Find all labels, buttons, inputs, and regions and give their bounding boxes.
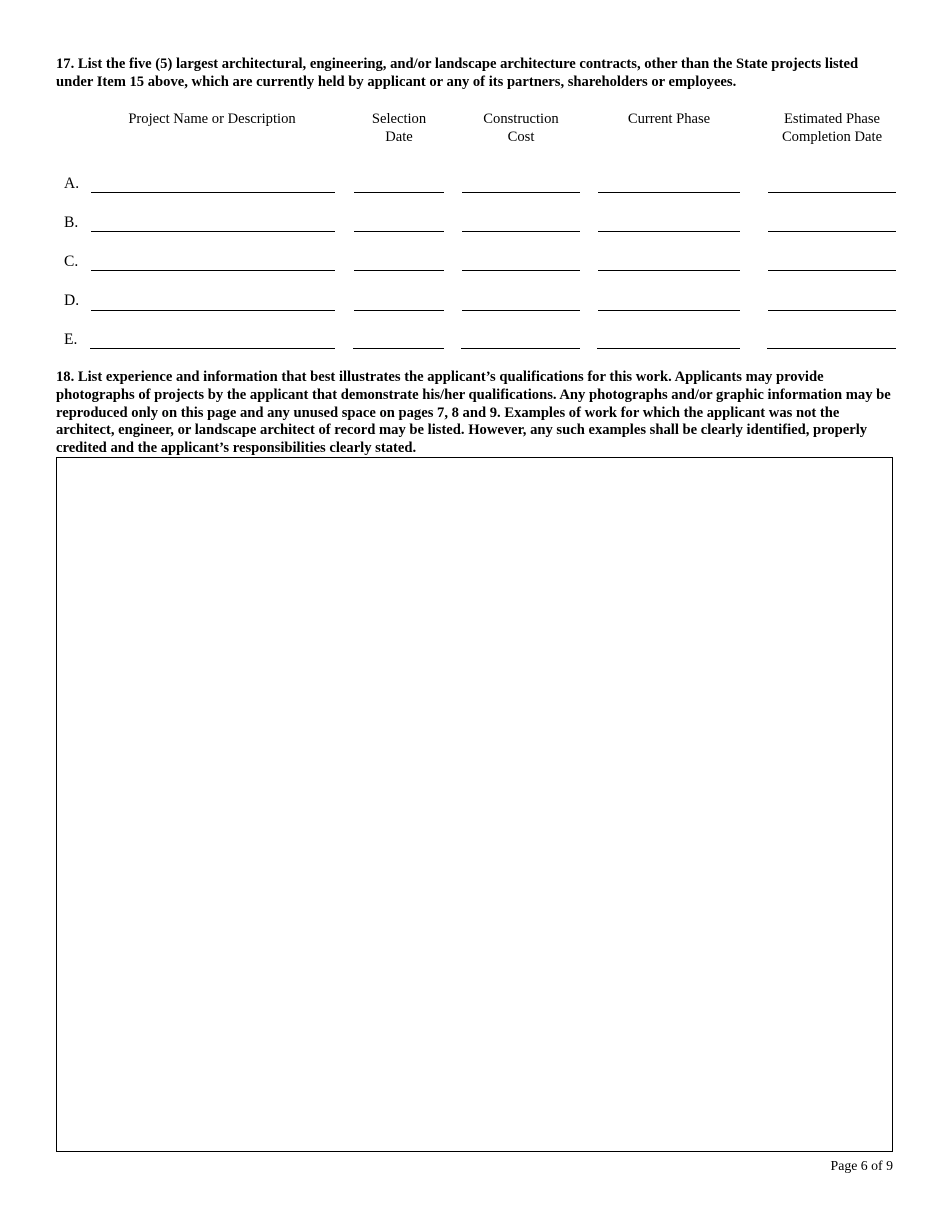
row-a-completion-date-field[interactable] <box>768 192 896 193</box>
row-d-selection-date-field[interactable] <box>354 310 444 311</box>
q17-heading: 17. List the five (5) largest architectural, engineering, and/or landscape architecture contracts, other than the State projects listed under Item 15 above, which are currently held by applicant or any of its partners, shareholders or employees. <box>56 56 859 90</box>
column-header-construction-cost <box>462 110 580 146</box>
row-c-current-phase-field[interactable] <box>598 270 740 271</box>
page-number: Page 6 of 9 <box>830 1158 893 1173</box>
row-b-selection-date-field[interactable] <box>354 231 444 232</box>
column-header-line: Date <box>385 129 413 145</box>
row-b-current-phase-field[interactable] <box>598 231 740 232</box>
row-e-selection-date-field[interactable] <box>353 348 444 349</box>
row-a-construction-cost-field[interactable] <box>462 192 580 193</box>
row-c-selection-date-field[interactable] <box>354 270 444 271</box>
column-header-line: Cost <box>507 129 535 145</box>
column-header-line: Estimated Phase <box>783 111 881 127</box>
row-label-c: C. <box>64 253 79 270</box>
row-c-project-name-field[interactable] <box>91 270 335 271</box>
row-label-b: B. <box>64 214 79 231</box>
column-header-line: Construction <box>483 111 559 127</box>
q18-heading: 18. List experience and information that best illustrates the applicant’s qualifications for this work. Applicants may provide photographs of projects by the applicant that demonstrate his/her qualifications. Any photographs and/or graphic information may be reproduced only on this page and any unused space on pages 7, 8 and 9. Examples of work for which the applicant was not the architect, engineer, or landscape architect of record may be listed. However, any such examples shall be clearly identified, properly credited and the applicant’s responsibilities clearly stated. <box>56 369 891 457</box>
column-header-line: Project Name or Description <box>128 111 296 127</box>
row-e-current-phase-field[interactable] <box>597 348 740 349</box>
row-b-completion-date-field[interactable] <box>768 231 896 232</box>
row-b-project-name-field[interactable] <box>91 231 335 232</box>
row-d-current-phase-field[interactable] <box>598 310 740 311</box>
column-header-project-name <box>112 110 312 128</box>
row-a-project-name-field[interactable] <box>91 192 335 193</box>
row-c-construction-cost-field[interactable] <box>462 270 580 271</box>
row-a-current-phase-field[interactable] <box>598 192 740 193</box>
column-header-line: Selection <box>371 111 427 127</box>
row-label-a: A. <box>64 175 80 192</box>
column-header-estimated-completion <box>766 110 898 146</box>
row-d-completion-date-field[interactable] <box>768 310 896 311</box>
column-header-line: Completion Date <box>781 129 883 145</box>
column-header-current-phase <box>598 110 740 128</box>
row-a-selection-date-field[interactable] <box>354 192 444 193</box>
q18-response-box[interactable] <box>56 457 893 1152</box>
column-header-line: Current Phase <box>627 111 711 127</box>
row-e-project-name-field[interactable] <box>90 348 335 349</box>
row-d-construction-cost-field[interactable] <box>462 310 580 311</box>
row-label-d: D. <box>64 292 80 309</box>
row-b-construction-cost-field[interactable] <box>462 231 580 232</box>
row-e-completion-date-field[interactable] <box>767 348 896 349</box>
row-label-e: E. <box>64 331 78 348</box>
row-d-project-name-field[interactable] <box>91 310 335 311</box>
row-c-completion-date-field[interactable] <box>768 270 896 271</box>
column-header-selection-date <box>354 110 444 146</box>
row-e-construction-cost-field[interactable] <box>461 348 580 349</box>
